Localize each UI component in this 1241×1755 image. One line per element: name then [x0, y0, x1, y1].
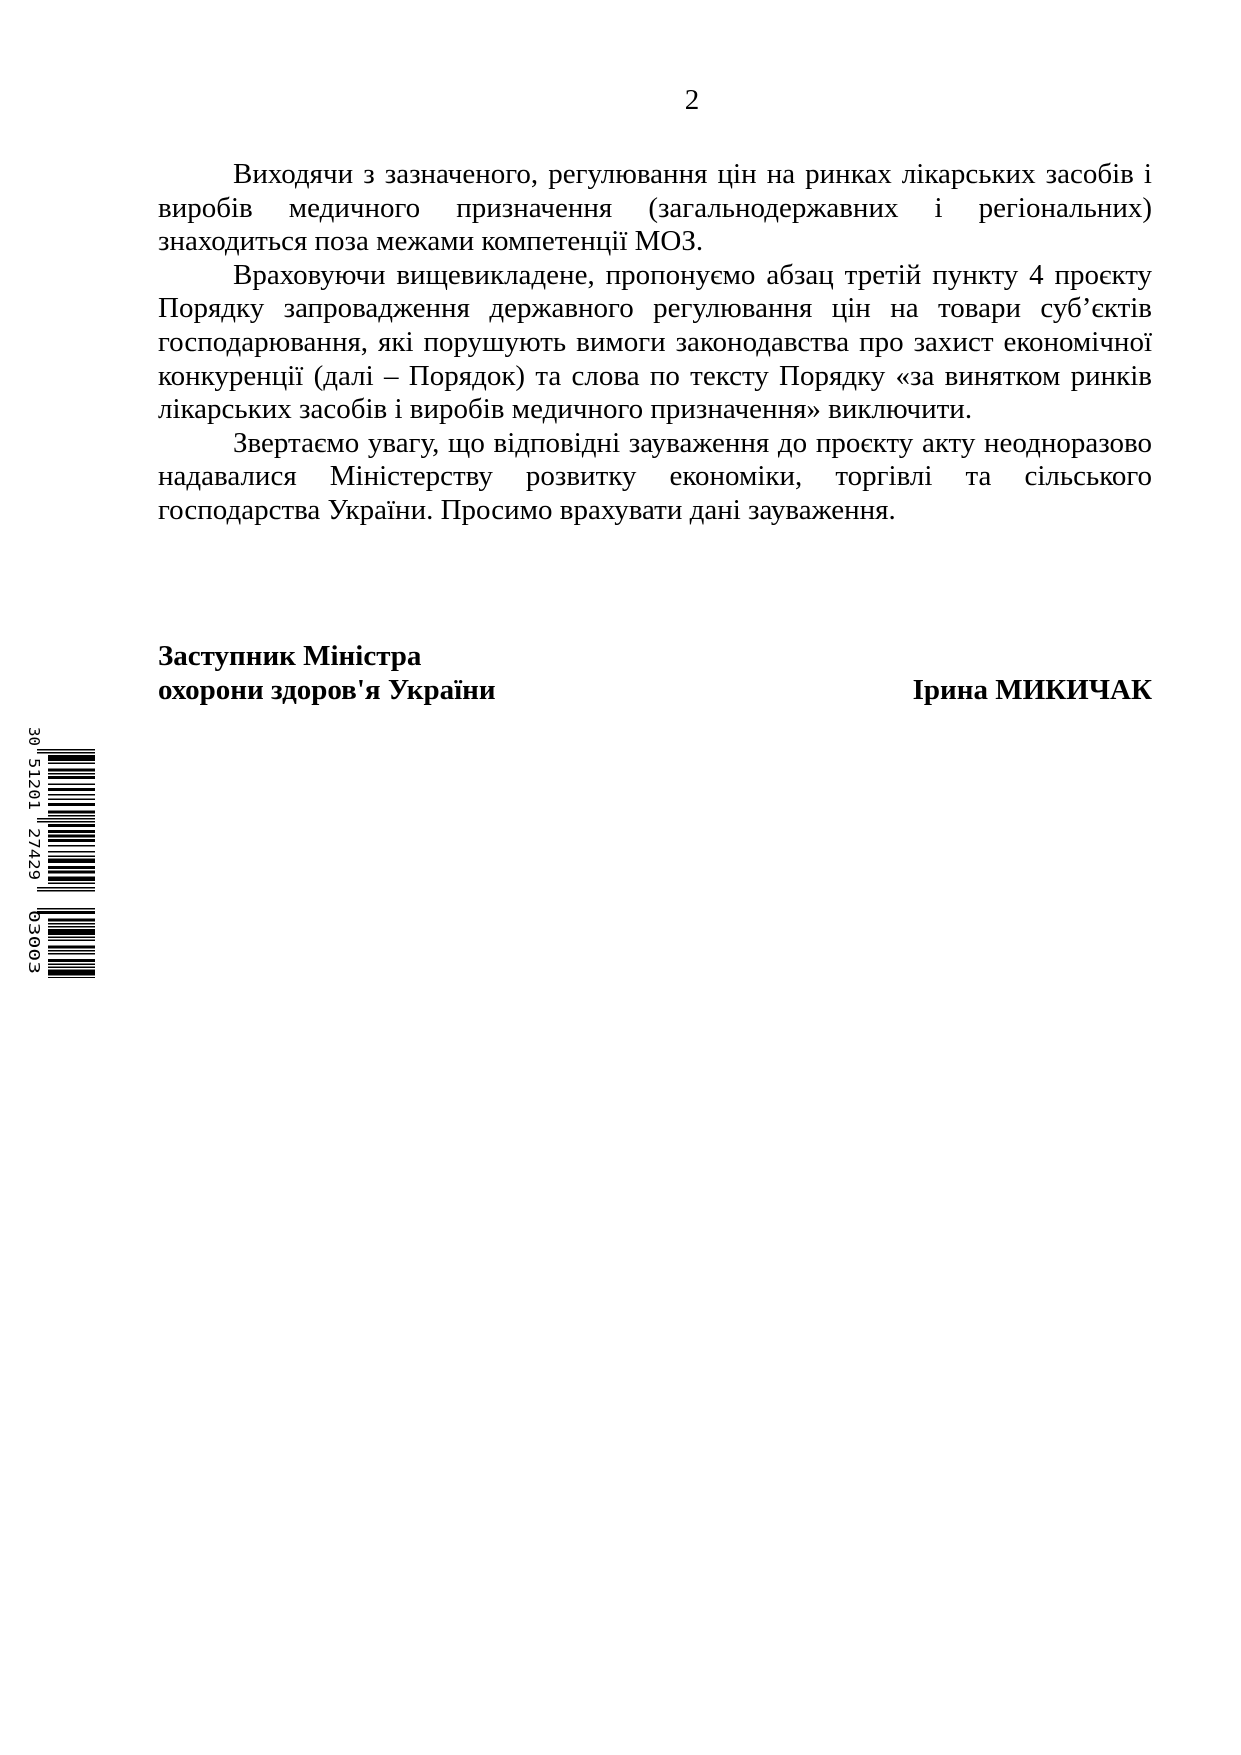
barcode-addon [25, 908, 95, 979]
signer-title-line2: охорони здоров'я України [158, 673, 496, 706]
letter-body [158, 158, 1152, 528]
barcode-digits: 27429 [25, 828, 43, 874]
signer-title [158, 640, 496, 707]
body-paragraph-3: Звертаємо увагу, що відповідні зауваження до проєкту акту неодноразово надавалися Міністерству розвитку економіки, торгівлі та сільського господарства України. Просимо врахувати дані зауваження. [158, 426, 1152, 526]
body-paragraph-2: Враховуючи вищевикладене, пропонуємо абзац третій пункту 4 проєкту Порядку запровадження державного регулювання цін на товари суб’єктів господарювання, які порушують вимоги законодавства про захист економічної конкуренції (далі – Порядок) та слова по тексту Порядку «за винятком ринків лікарських засобів і виробів медичного призначення» виключити. [158, 258, 1152, 426]
barcode-main [25, 725, 95, 892]
barcode-digits: 30 [25, 727, 43, 746]
page-number: 2 [684, 84, 700, 116]
barcode-digits: 03003 [25, 909, 43, 955]
signature-block [158, 640, 1152, 707]
body-paragraph-1: Виходячи з зазначеного, регулювання цін на ринках лікарських засобів і виробів медичного призначення (загальнодержавних і регіональних) знаходиться поза межами компетенції МОЗ. [158, 158, 1152, 258]
barcode-digits: 51201 [25, 758, 43, 804]
signer-title-line1: Заступник Міністра [158, 640, 422, 672]
signer-name: Ірина МИКИЧАК [912, 673, 1152, 706]
document-barcode [25, 725, 95, 978]
